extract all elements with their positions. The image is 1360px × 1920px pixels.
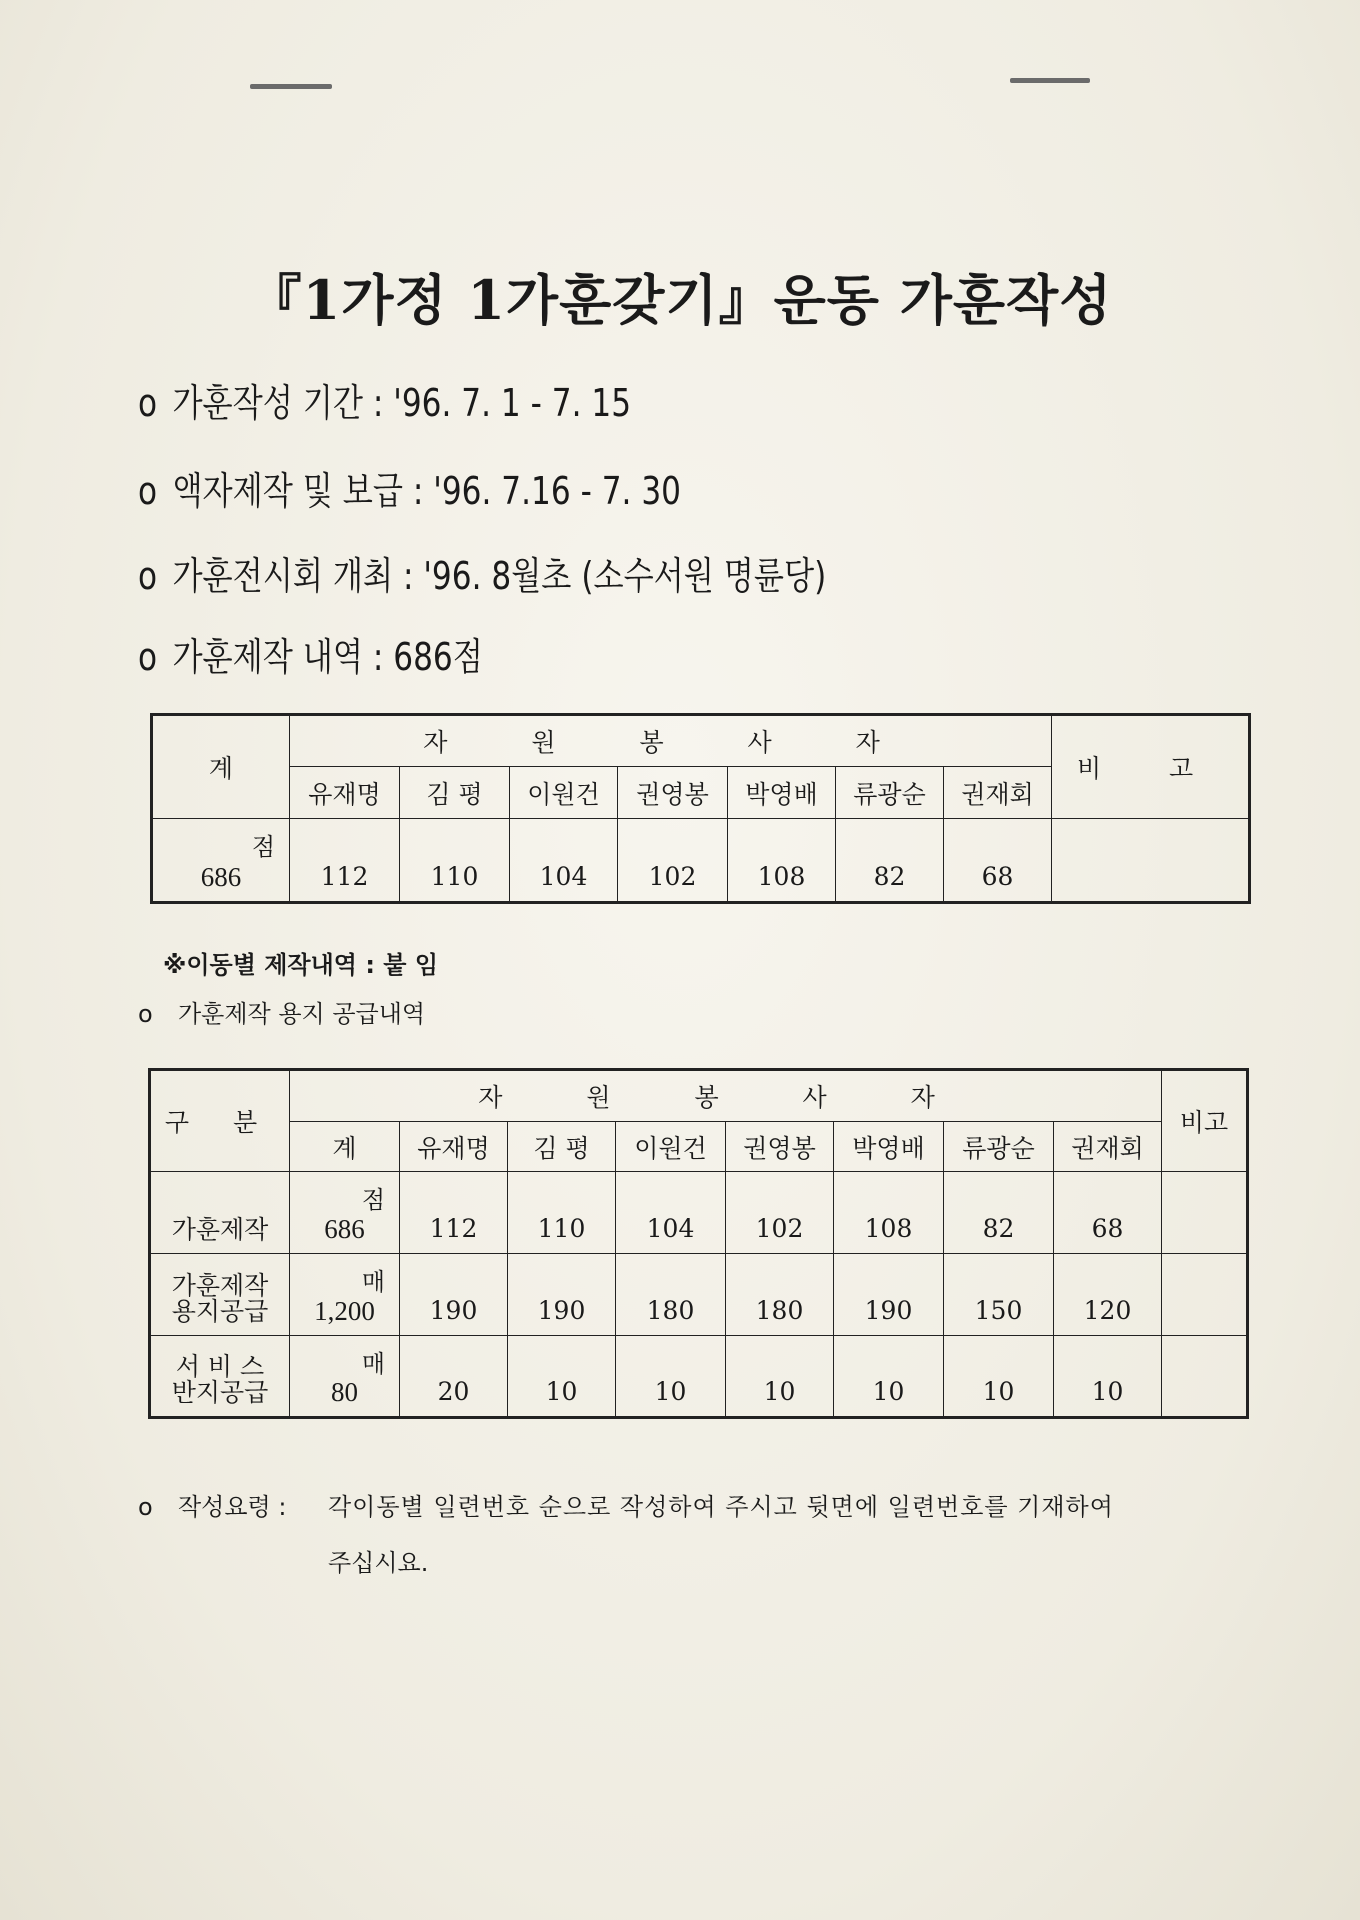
volunteer-name: 류광순 (836, 767, 944, 819)
value-cell: 112 (290, 819, 400, 903)
value-cell: 10 (834, 1336, 944, 1418)
value-cell: 150 (944, 1254, 1054, 1336)
value-cell: 190 (400, 1254, 508, 1336)
value-cell: 82 (836, 819, 944, 903)
remark-cell (1162, 1254, 1248, 1336)
value-cell: 180 (616, 1254, 726, 1336)
volunteer-name: 김 평 (400, 767, 510, 819)
value-cell: 10 (726, 1336, 834, 1418)
value-cell: 108 (834, 1172, 944, 1254)
bullet-exhibition: o 가훈전시회 개최 : '96. 8월초 (소수서원 명륜당) (138, 554, 827, 598)
value-cell: 180 (726, 1254, 834, 1336)
value-cell: 120 (1054, 1254, 1162, 1336)
value-cell: 110 (400, 819, 510, 903)
instructions-line1: 각이동별 일련번호 순으로 작성하여 주시고 뒷면에 일련번호를 기재하여 (328, 1493, 1114, 1521)
instructions-line2: 주십시요. (328, 1549, 429, 1577)
value-cell: 10 (1054, 1336, 1162, 1418)
value-cell: 68 (1054, 1172, 1162, 1254)
volunteer-group-header: 자 원 봉 사 자 (290, 1070, 1162, 1122)
value-cell: 190 (508, 1254, 616, 1336)
total-header: 계 (152, 715, 290, 819)
row-label: 가훈제작 용지공급 (150, 1254, 290, 1336)
total-cell: 점 686 (152, 819, 290, 903)
instructions-label: o 작성요령 : (138, 1493, 287, 1521)
row-label: 가훈제작 (150, 1172, 290, 1254)
value-cell: 102 (726, 1172, 834, 1254)
value-cell: 10 (944, 1336, 1054, 1418)
value-cell: 112 (400, 1172, 508, 1254)
value-cell: 104 (510, 819, 618, 903)
production-table (150, 713, 1251, 904)
value-cell: 20 (400, 1336, 508, 1418)
remark-cell (1162, 1172, 1248, 1254)
volunteer-name: 박영배 (728, 767, 836, 819)
value-cell: 10 (616, 1336, 726, 1418)
volunteer-name: 이원건 (616, 1122, 726, 1172)
value-cell: 102 (618, 819, 728, 903)
bullet-production-details: o 가훈제작 내역 : 686점 (138, 635, 483, 679)
value-cell: 10 (508, 1336, 616, 1418)
value-cell: 190 (834, 1254, 944, 1336)
remark-header: 비고 (1162, 1070, 1248, 1172)
value-cell: 82 (944, 1172, 1054, 1254)
volunteer-name: 권영봉 (618, 767, 728, 819)
total-cell: 매 80 (290, 1336, 400, 1418)
bullet-period: o 가훈작성 기간 : '96. 7. 1 - 7. 15 (138, 381, 632, 425)
document-title: 『1가정 1가훈갖기』운동 가훈작성 (247, 268, 1113, 332)
supply-table (148, 1068, 1249, 1419)
value-cell: 108 (728, 819, 836, 903)
paper-supply-heading: o 가훈제작 용지 공급내역 (138, 1000, 426, 1028)
category-header: 구 분 (150, 1070, 290, 1172)
value-cell: 110 (508, 1172, 616, 1254)
remark-header: 비 고 (1052, 715, 1250, 819)
value-cell: 68 (944, 819, 1052, 903)
volunteer-name: 류광순 (944, 1122, 1054, 1172)
total-header: 계 (290, 1122, 400, 1172)
volunteer-name: 권영봉 (726, 1122, 834, 1172)
volunteer-name: 권재회 (944, 767, 1052, 819)
volunteer-name: 유재명 (290, 767, 400, 819)
volunteer-name: 이원건 (510, 767, 618, 819)
volunteer-group-header: 자 원 봉 사 자 (290, 715, 1052, 767)
row-label: 서 비 스 반지공급 (150, 1336, 290, 1418)
bullet-frame-production: o 액자제작 및 보급 : '96. 7.16 - 7. 30 (138, 469, 682, 513)
volunteer-name: 권재회 (1054, 1122, 1162, 1172)
value-cell: 104 (616, 1172, 726, 1254)
remark-cell (1052, 819, 1250, 903)
total-cell: 매 1,200 (290, 1254, 400, 1336)
total-cell: 점 686 (290, 1172, 400, 1254)
attachment-note: ※이동별 제작내역 : 붙 임 (163, 951, 439, 979)
volunteer-name: 박영배 (834, 1122, 944, 1172)
remark-cell (1162, 1336, 1248, 1418)
staple-right (1010, 78, 1090, 83)
staple-left (250, 84, 332, 89)
volunteer-name: 유재명 (400, 1122, 508, 1172)
volunteer-name: 김 평 (508, 1122, 616, 1172)
